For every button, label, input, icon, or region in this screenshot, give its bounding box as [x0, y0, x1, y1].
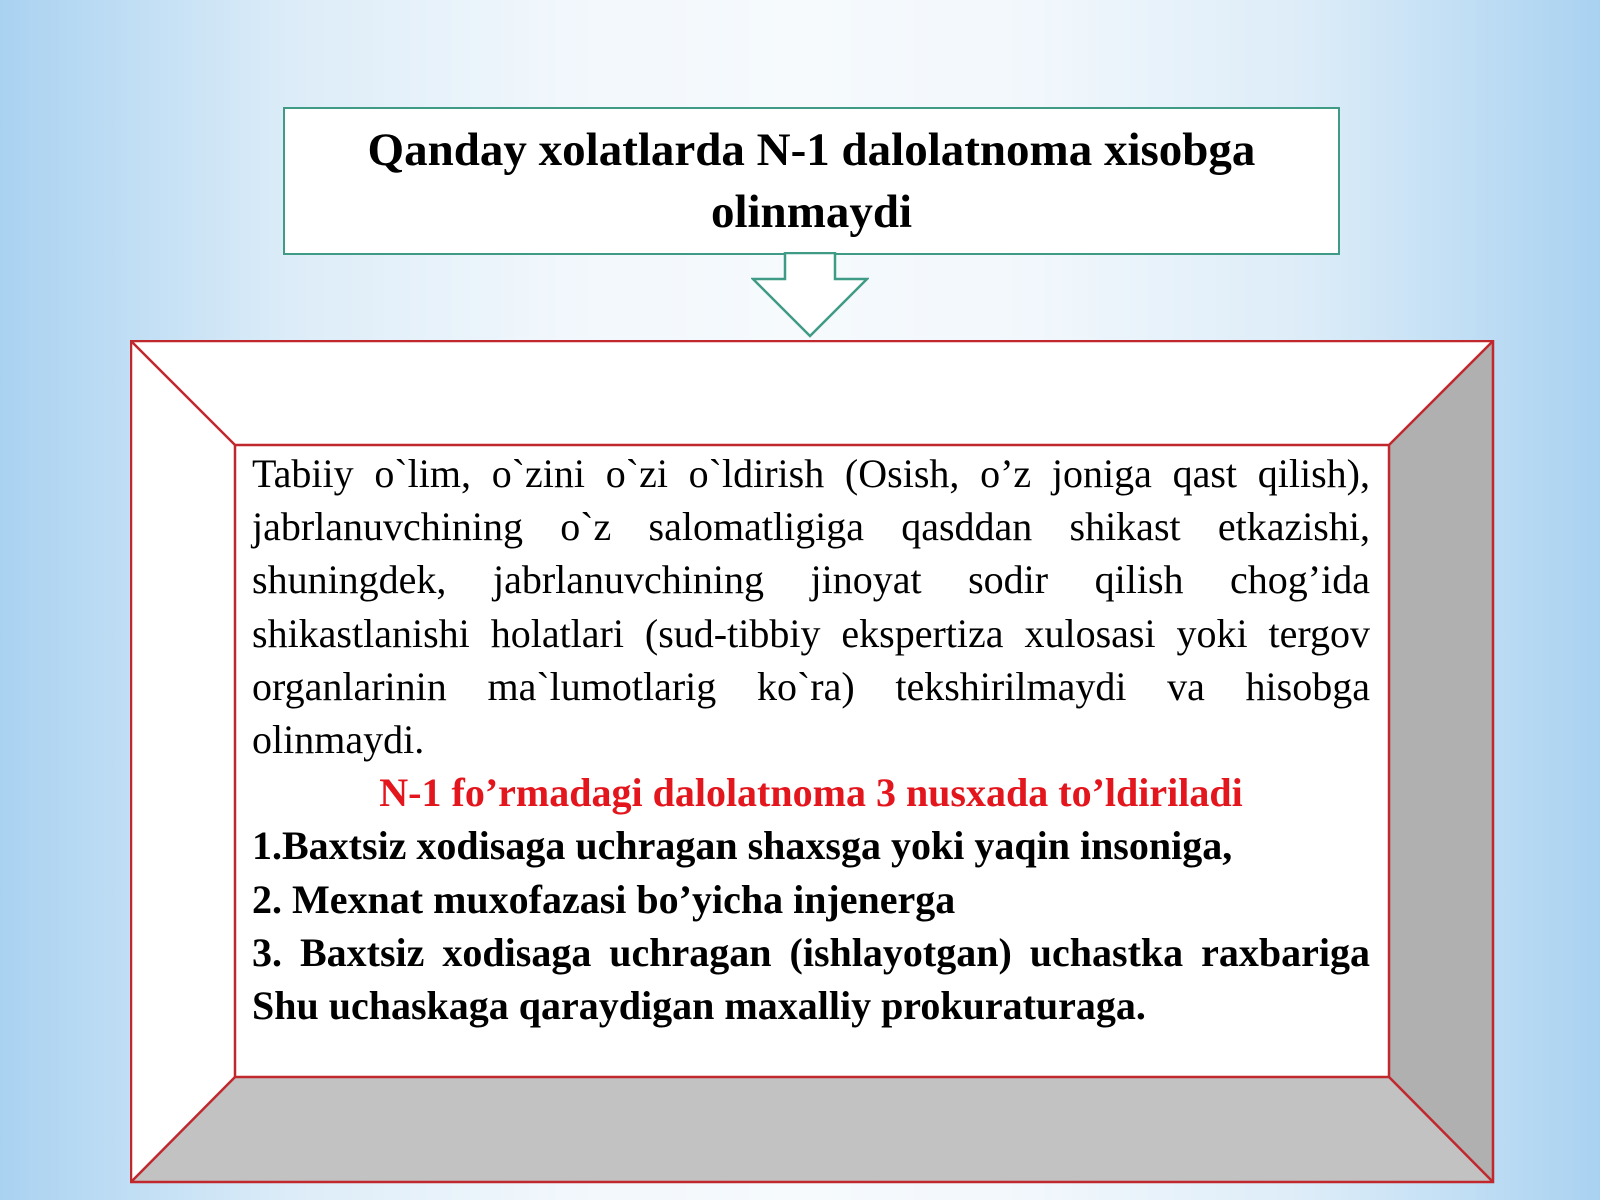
body-paragraph: Tabiiy o`lim, o`zini o`zi o`ldirish (Osish, o’z joniga qast qilish), jabrlanuvchining o`z salomatligiga qasddan shikast etkazishi, shuningdek, jabrlanuvchining jinoyat sodir qilish chog’ida shikastlanishi holatlari (sud-tibbiy ekspertiza xulosasi yoki tergov organlarinin ma`lumotlarig ko`ra) tekshirilmaydi va hisobga olinmaydi. — [252, 451, 1370, 763]
list-item: 1.Baxtsiz xodisaga uchragan shaxsga yoki yaqin insoniga, — [252, 823, 1233, 869]
copies-heading: N-1 fo’rmadagi dalolatnoma 3 nusxada to’ldiriladi — [379, 770, 1243, 816]
list-item: 3. Baxtsiz xodisaga uchragan (ishlayotgan) uchastka raxbariga Shu uchaskaga qaraydigan maxalliy prokuraturaga. — [252, 929, 1370, 1029]
bevel-right — [1389, 341, 1493, 1182]
title-box — [283, 107, 1340, 255]
bevel-top — [131, 341, 1493, 445]
bevel-bottom — [131, 1077, 1493, 1182]
page-title: Qanday xolatlarda N-1 dalolatnoma xisobga olinmaydi — [367, 124, 1256, 238]
bevel-left — [131, 341, 235, 1182]
list-item: 2. Mexnat muxofazasi bo’yicha injenerga — [252, 876, 956, 922]
content-text — [252, 447, 1370, 1032]
down-arrow-icon — [751, 252, 869, 338]
